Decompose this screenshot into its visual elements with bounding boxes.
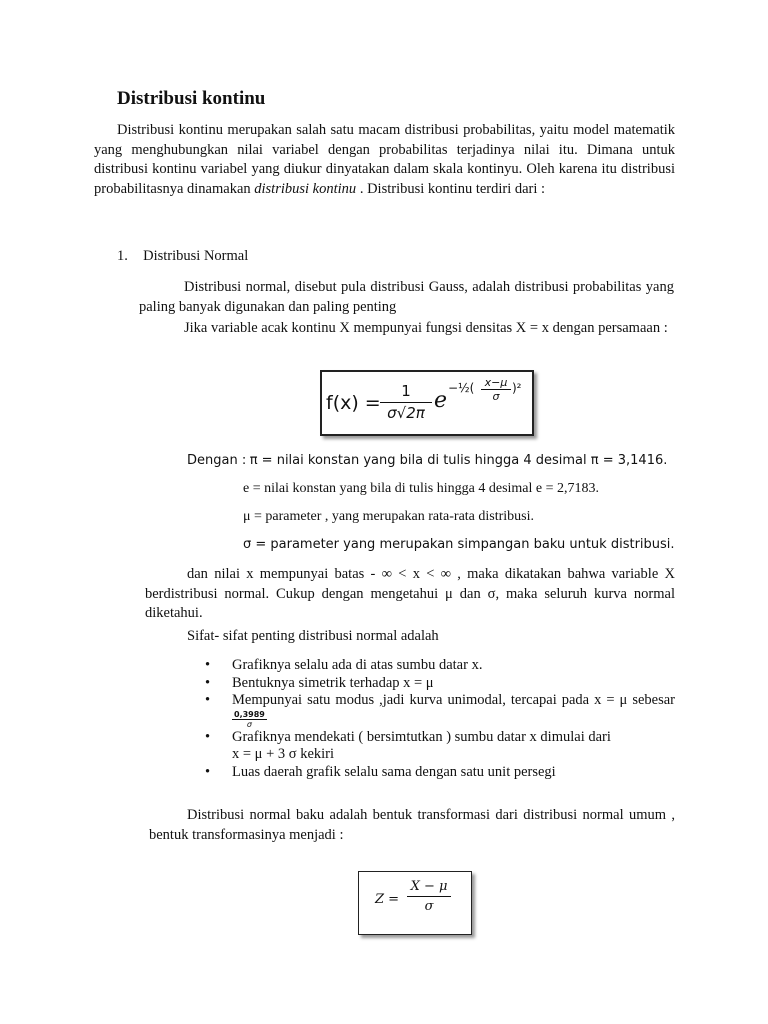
baku-paragraph — [149, 806, 675, 845]
batas-text: dan nilai x mempunyai batas - ∞ < x < ∞ , maka dikatakan bahwa variable X berdistribusi normal. Cukup dengan mengetahui μ dan σ, maka seluruh kurva normal diketahui. — [145, 566, 675, 621]
sifat-heading: Sifat- sifat penting distribusi normal adalah — [187, 628, 439, 644]
z-formula-numerator: X − μ — [407, 879, 451, 897]
formula-lhs: f(x) = — [326, 392, 381, 414]
intro-text-end: . Distribusi kontinu terdiri dari : — [359, 180, 546, 197]
def-mu: μ = parameter , yang merupakan rata-rata distribusi. — [243, 509, 535, 524]
intro-text: Distribusi kontinu merupakan salah satu macam distribusi probabilitas, yaitu model matematik yang menghubungkan nilai variabel dengan probabilitas terjadinya nilai itu. Dimana untuk distribusi kontinu variabel yang diukur dinyatakan dalam skala kontinyu. Oleh karena itu distribusi probabilitasnya dinamakan — [94, 122, 675, 197]
section-title: Distribusi Normal — [143, 248, 249, 264]
formula-exponent-suffix: )² — [512, 381, 522, 395]
list-item: • Grafiknya selalu ada di atas sumbu datar x. — [205, 657, 483, 673]
formula-base-e: e — [434, 388, 448, 413]
normal-density-formula — [320, 370, 534, 436]
density-intro-paragraph — [139, 319, 674, 339]
bullet-icon: • — [205, 763, 211, 780]
dengan-label: Dengan : — [187, 453, 247, 468]
list-item: • Bentuknya simetrik terhadap x = μ — [205, 674, 434, 691]
batas-paragraph — [145, 565, 675, 624]
intro-paragraph — [94, 121, 675, 199]
definitions-block — [187, 453, 667, 469]
section-heading — [117, 248, 248, 265]
formula-exp-numerator: x−μ — [481, 376, 511, 390]
sifat-list — [205, 657, 675, 781]
bullet-icon: • — [205, 674, 211, 691]
baku-text: Distribusi normal baku adalah bentuk transformasi dari distribusi normal umum , bentuk transformasinya menjadi : — [149, 807, 675, 843]
density-intro-text: Jika variable acak kontinu X mempunyai fungsi densitas X = x dengan persamaan : — [184, 320, 668, 336]
def-e: e = nilai konstan yang bila di tulis hingga 4 desimal e = 2,7183. — [243, 481, 600, 496]
normal-definition-text: Distribusi normal, disebut pula distribusi Gauss, adalah distribusi probabilitas yang paling banyak digunakan dan paling penting — [139, 279, 674, 315]
def-pi: π = nilai konstan yang bila di tulis hingga 4 desimal π = 3,1416. — [249, 453, 668, 468]
bullet-icon: • — [205, 657, 211, 673]
formula-exponent-prefix: −½( — [448, 381, 475, 395]
bullet-icon: • — [205, 692, 211, 708]
bullet-icon: • — [205, 728, 211, 745]
z-transform-formula — [358, 871, 472, 935]
formula-numerator: 1 — [380, 382, 432, 403]
formula-exp-denominator: σ — [492, 390, 500, 403]
formula-denominator: σ√2π — [387, 404, 425, 422]
list-item: • Mempunyai satu modus ,jadi kurva unimodal, tercapai pada x = μ sebesar $\frac{0,3989}{\sigma}$ — [205, 692, 675, 729]
z-formula-lhs: Z = — [375, 892, 400, 907]
section-number: 1. — [117, 248, 128, 264]
list-item: • Grafiknya mendekati ( bersimtutkan ) sumbu datar x dimulai dari x = μ + 3 σ kekiri — [205, 728, 611, 762]
list-item: • Luas daerah grafik selalu sama dengan satu unit persegi — [205, 763, 556, 780]
intro-italic-term: distribusi kontinu — [254, 180, 357, 197]
z-formula-denominator: σ — [424, 899, 434, 914]
normal-definition-paragraph — [139, 278, 674, 317]
def-sigma: σ = parameter yang merupakan simpangan baku untuk distribusi. — [243, 537, 675, 552]
modus-fraction: $\frac{0,3989}{\sigma}$ — [234, 709, 265, 729]
page-title: Distribusi kontinu — [117, 88, 266, 109]
